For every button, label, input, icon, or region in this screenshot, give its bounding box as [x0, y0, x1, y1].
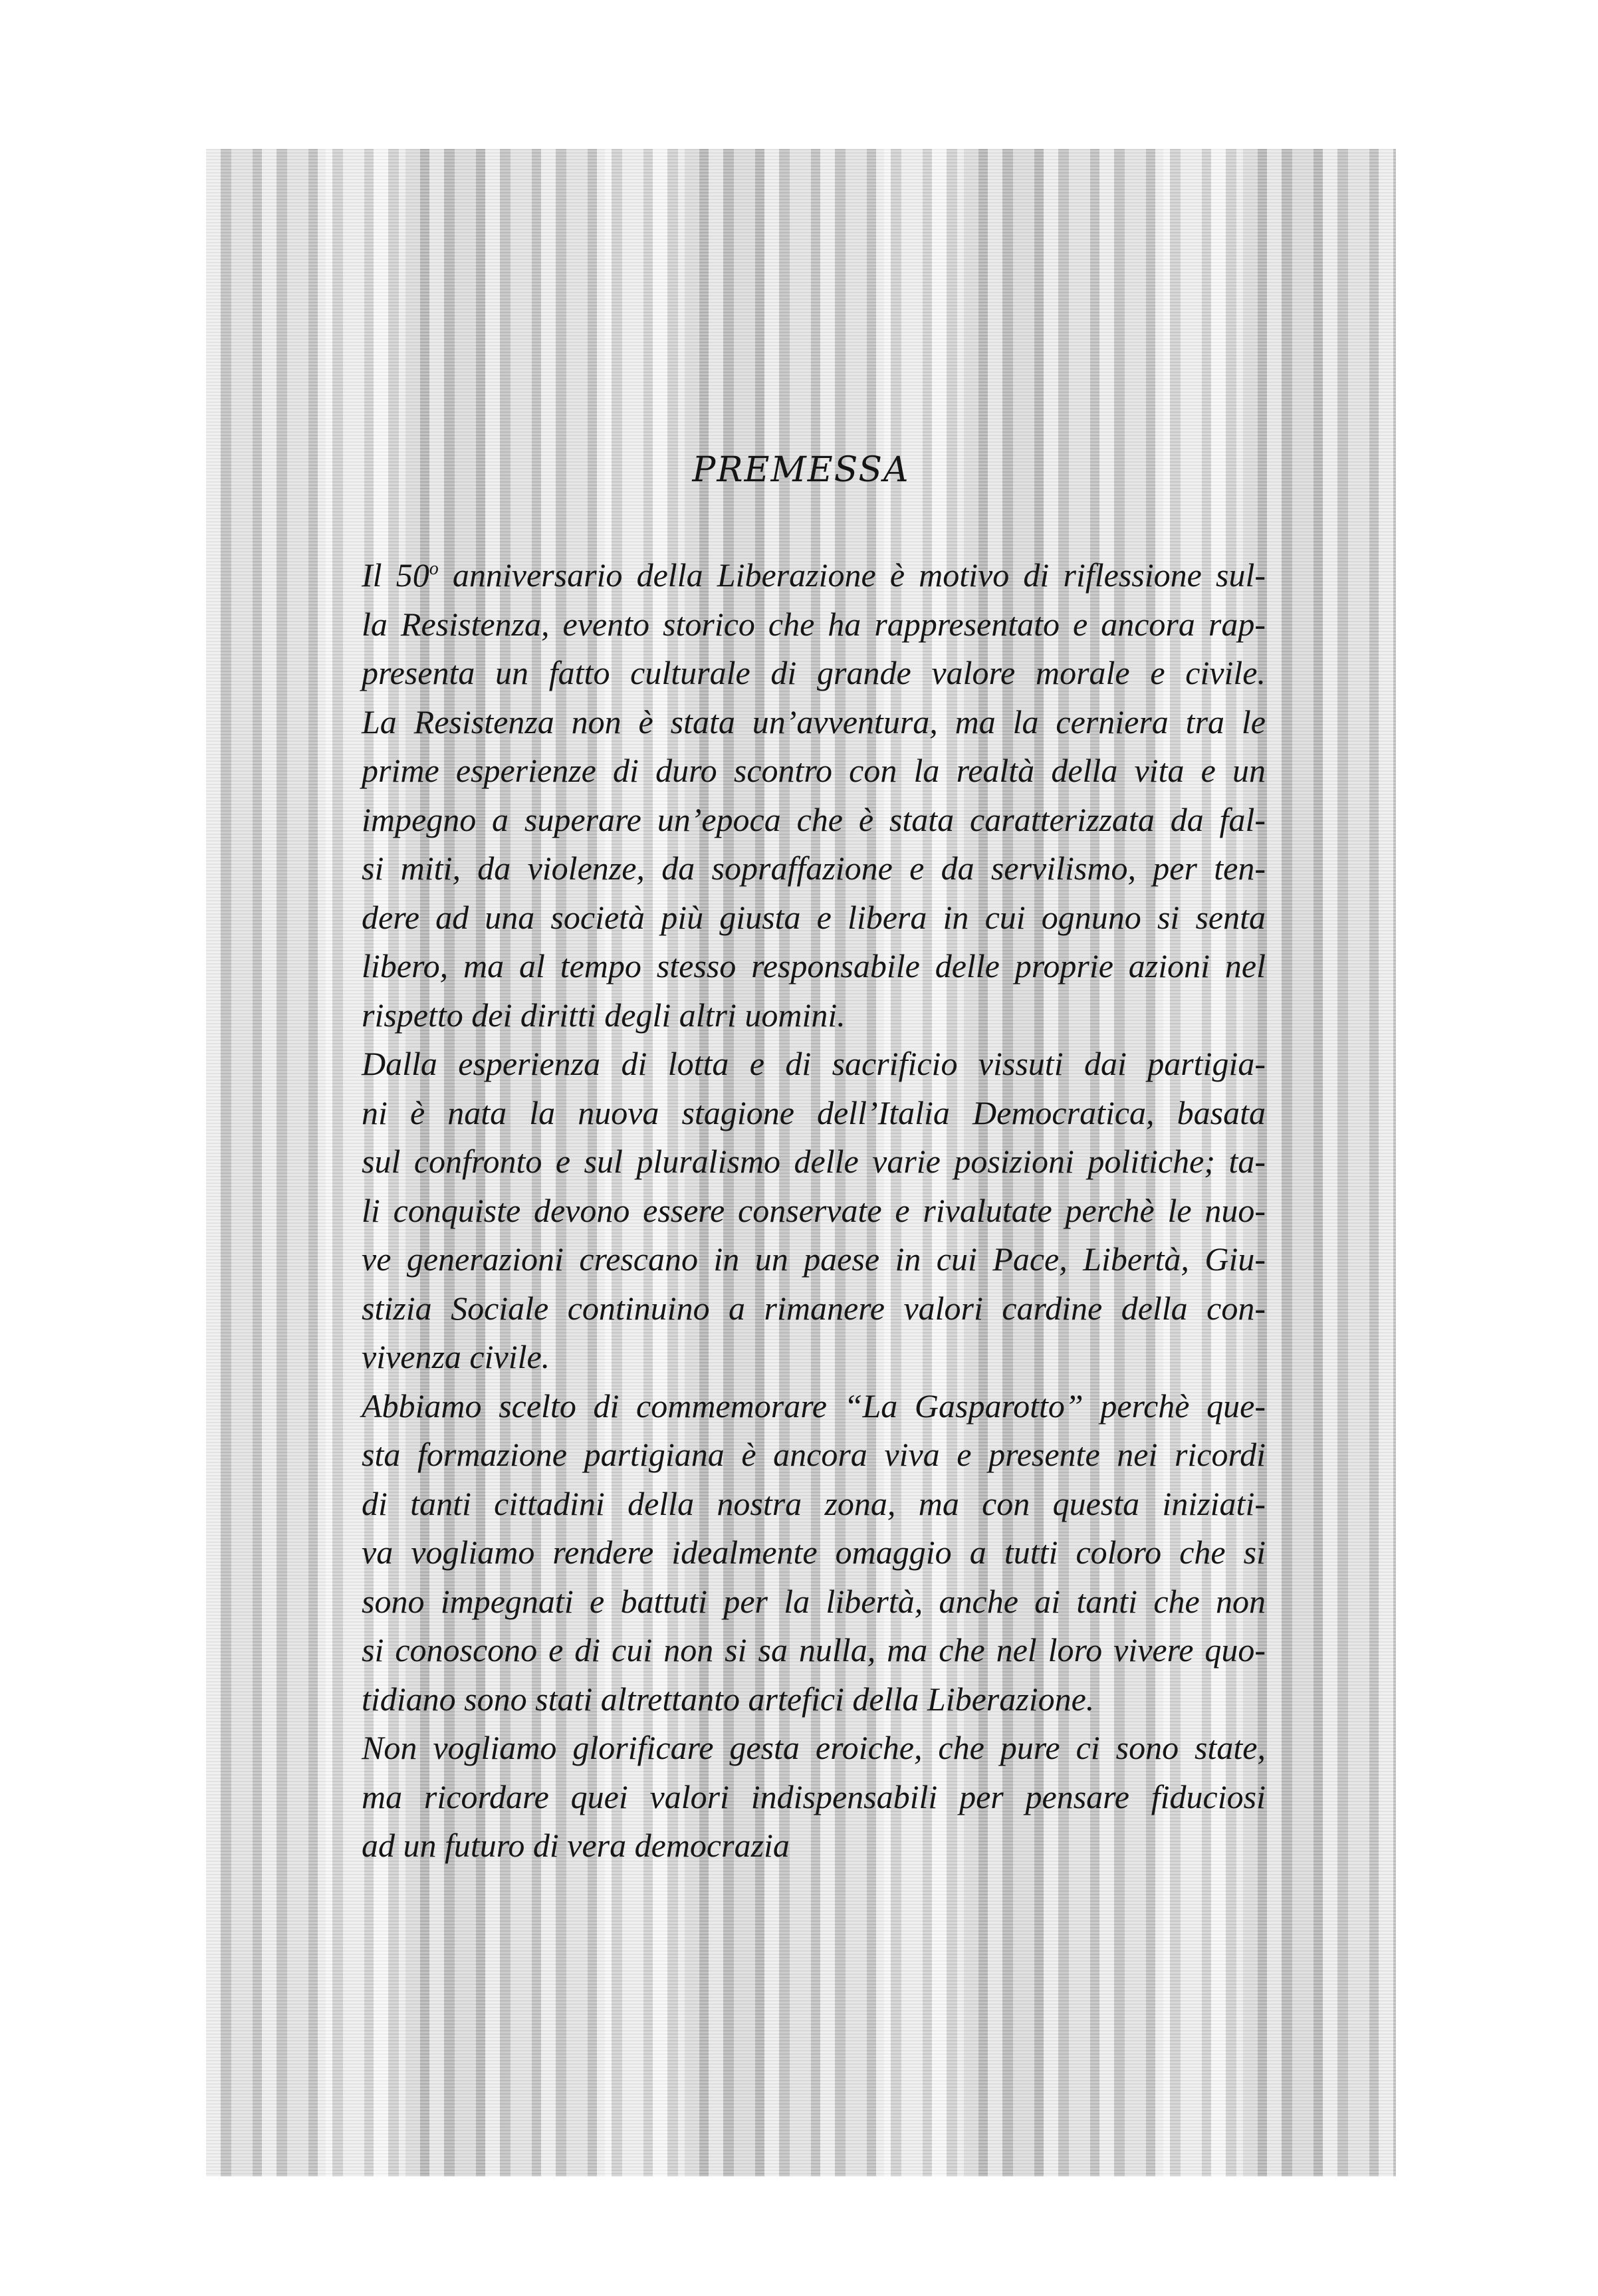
text-line: La Resistenza non è stata un’avventura, ma la cerniera tra le: [362, 703, 1266, 741]
text-line: ve generazioni crescano in un paese in cui Pace, Libertà, Giu-: [362, 1240, 1266, 1278]
text-line: sul confronto e sul pluralismo delle varie posizioni politiche; ta-: [362, 1143, 1266, 1180]
body-text: [362, 551, 1266, 1871]
text-line: rispetto dei diritti degli altri uomini.: [362, 996, 846, 1034]
text-line: impegno a superare un’epoca che è stata caratterizzata da fal-: [362, 800, 1266, 838]
text-line: sono impegnati e battuti per la libertà, anche ai tanti che non: [362, 1582, 1266, 1620]
text-line: ma ricordare quei valori indispensabili per pensare fiduciosi: [362, 1778, 1266, 1815]
text-line: presenta un fatto culturale di grande valore morale e civile.: [362, 654, 1266, 691]
text-line: li conquiste devono essere conservate e rivalutate perchè le nuo-: [362, 1191, 1266, 1229]
text-line: ad un futuro di vera democrazia: [362, 1827, 790, 1864]
page-panel: [206, 149, 1396, 2176]
superscript-ordinal: o: [429, 558, 439, 579]
text-line: sta formazione partigiana è ancora viva e presente nei ricordi: [362, 1436, 1266, 1473]
text-line: vivenza civile.: [362, 1338, 550, 1375]
text-line: dere ad una società più giusta e libera in cui ognuno si senta: [362, 898, 1266, 936]
text-line: libero, ma al tempo stesso responsabile delle proprie azioni nel: [362, 947, 1266, 984]
text-line: si conoscono e di cui non si sa nulla, ma che nel loro vivere quo-: [362, 1631, 1266, 1668]
text-line: si miti, da violenze, da sopraffazione e da servilismo, per ten-: [362, 850, 1266, 887]
text-line: la Resistenza, evento storico che ha rappresentato e ancora rap-: [362, 605, 1266, 643]
text-line: tidiano sono stati altrettanto artefici della Liberazione.: [362, 1680, 1095, 1718]
text-line: stizia Sociale continuino a rimanere valori cardine della con-: [362, 1289, 1266, 1327]
text-line: di tanti cittadini della nostra zona, ma con questa iniziati-: [362, 1484, 1266, 1522]
text-line: va vogliamo rendere idealmente omaggio a tutti coloro che si: [362, 1534, 1266, 1571]
text-line: Non vogliamo glorificare gesta eroiche, che pure ci sono state,: [362, 1729, 1266, 1766]
text-line: Abbiamo scelto di commemorare “La Gasparotto” perchè que-: [362, 1387, 1266, 1425]
text-line: Il 50$^o$ anniversario della Liberazione è motivo di riflessione sul-: [362, 556, 1266, 594]
page-title: PREMESSA: [692, 450, 910, 490]
text-line: prime esperienze di duro scontro con la realtà della vita e un: [362, 752, 1266, 789]
text-line: Dalla esperienza di lotta e di sacrificio vissuti dai partigia-: [362, 1045, 1266, 1082]
text-line: ni è nata la nuova stagione dell’Italia Democratica, basata: [362, 1093, 1266, 1131]
